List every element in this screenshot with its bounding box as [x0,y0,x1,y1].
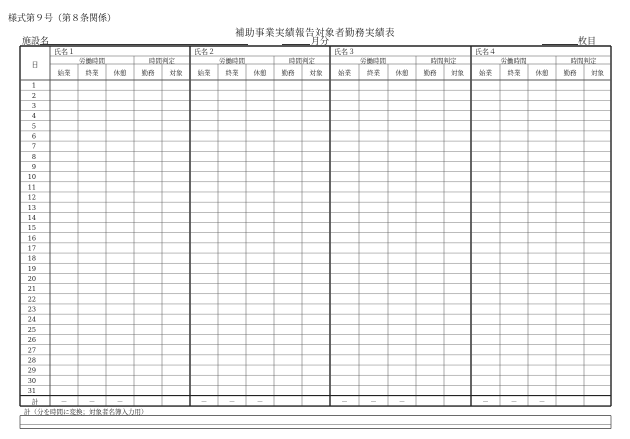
total-dash: － [538,397,546,406]
column-header: 休憩 [395,69,409,77]
day-number: 21 [27,285,36,294]
facility-name-label: 施設名 [22,37,50,47]
total-label: 計 [31,397,39,406]
column-header: 終業 [85,69,99,77]
total-dash: － [200,397,208,406]
document-title: 補助事業実績報告対象者勤務実績表 [234,28,395,39]
column-header: 勤務 [423,69,437,77]
sheet-label: 枚目 [578,37,597,47]
time-judgment-header: 時間判定 [149,57,175,65]
form-number: 様式第９号（第８条関係） [8,14,117,24]
day-number: 30 [27,376,36,385]
total-dash: － [228,397,236,406]
day-number: 5 [31,122,36,131]
column-header: 勤務 [563,69,577,77]
day-column-header: 日 [31,61,39,69]
day-number: 27 [27,346,36,355]
day-number: 3 [31,101,36,110]
day-number: 26 [27,336,36,345]
day-number: 7 [31,142,36,151]
total-dash: － [341,397,348,406]
time-judgment-header: 時間判定 [570,57,597,65]
labor-time-header: 労働時間 [500,57,527,65]
total-dash: － [88,397,96,406]
day-number: 17 [27,244,36,253]
day-number: 2 [31,91,36,100]
day-number: 16 [27,234,36,243]
day-number: 22 [27,295,36,304]
total-dash: － [398,397,406,406]
month-label: 月分 [311,37,330,47]
day-number: 4 [31,112,36,121]
column-header: 休憩 [535,69,549,77]
column-header: 終業 [225,69,239,77]
column-header: 対象 [451,69,464,77]
column-header: 始業 [57,69,71,77]
person-name-label: 氏名２ [194,48,215,56]
day-number: 20 [27,275,36,284]
column-header: 勤務 [281,69,295,77]
footer-note: 計（分を時間に変換；対象者名簿入力用） [24,407,148,416]
column-header: 対象 [591,69,604,77]
day-number: 28 [27,356,36,365]
time-judgment-header: 時間判定 [289,57,315,65]
column-header: 対象 [169,69,183,77]
column-header: 始業 [197,69,211,77]
total-dash: － [116,397,124,406]
day-number: 25 [27,325,36,334]
labor-time-header: 労働時間 [219,57,245,65]
day-number: 23 [27,305,36,314]
person-name-label: 氏名１ [54,48,75,56]
day-number: 13 [27,203,36,212]
day-number: 29 [27,366,36,375]
day-number: 9 [31,163,36,172]
day-number: 24 [27,315,36,324]
column-header: 終業 [507,69,521,77]
column-header: 始業 [338,69,351,77]
total-dash: － [482,397,489,406]
total-dash: － [256,397,264,406]
column-header: 対象 [309,69,323,77]
day-number: 10 [27,173,36,182]
column-header: 始業 [479,69,492,77]
column-header: 終業 [367,69,380,77]
day-number: 14 [27,213,36,222]
day-number: 31 [27,386,36,395]
day-number: 8 [31,152,36,161]
day-number: 6 [31,132,36,141]
day-number: 11 [27,183,36,192]
column-header: 休憩 [253,69,267,77]
day-number: 1 [31,81,36,90]
total-dash: － [370,397,377,406]
column-header: 休憩 [113,69,127,77]
day-number: 12 [27,193,36,202]
labor-time-header: 労働時間 [79,57,105,65]
day-number: 18 [27,254,36,263]
day-number: 15 [27,224,36,233]
total-dash: － [510,397,518,406]
labor-time-header: 労働時間 [360,57,386,65]
person-name-label: 氏名４ [475,48,496,56]
total-dash: － [60,397,68,406]
person-name-label: 氏名３ [334,48,355,56]
day-number: 19 [27,264,36,273]
time-judgment-header: 時間判定 [430,57,457,65]
column-header: 勤務 [141,69,155,77]
